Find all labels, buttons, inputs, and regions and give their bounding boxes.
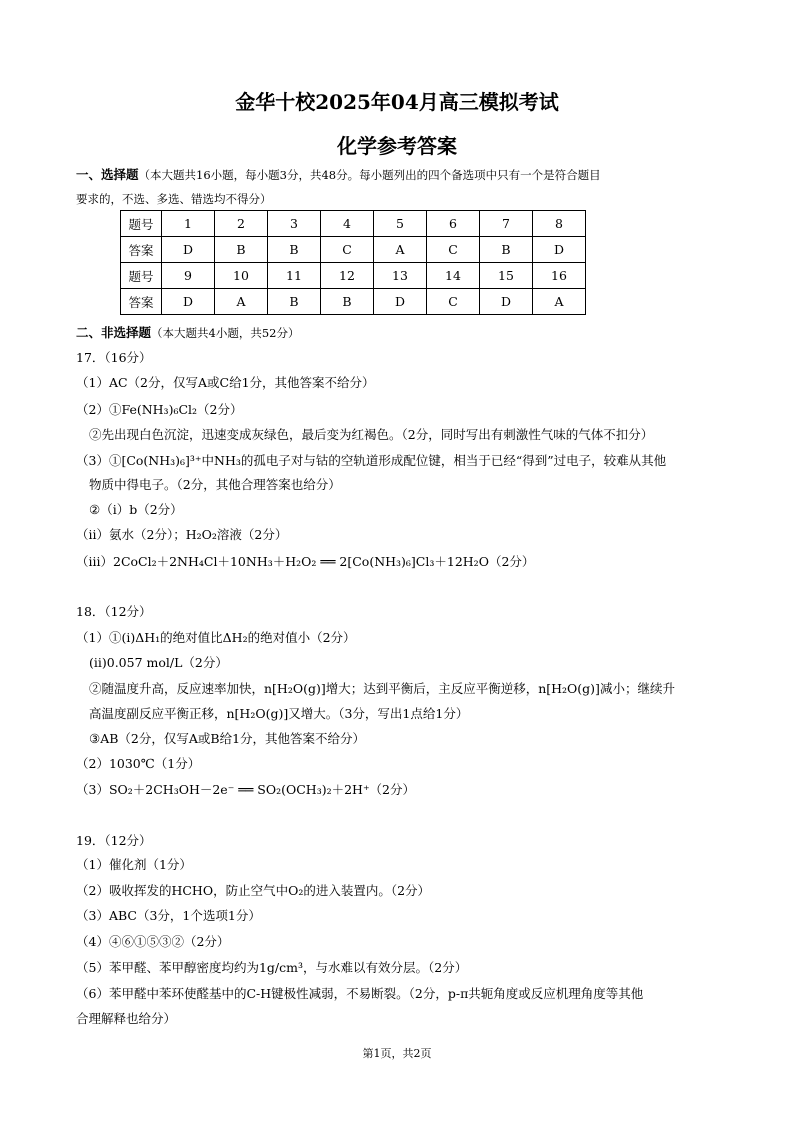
table-cell: 5 xyxy=(374,211,427,237)
q19-line3: （3）ABC（3分，1个选项1分） xyxy=(76,908,261,923)
table-cell: 12 xyxy=(321,263,374,289)
section1-desc-2: 要求的，不选、多选、错选均不得分） xyxy=(76,192,272,206)
table-cell: B xyxy=(480,237,533,263)
q17-line5: 物质中得电子。（2分，其他合理答案也给分） xyxy=(89,477,341,492)
table-cell: 16 xyxy=(533,263,586,289)
table-cell: A xyxy=(533,289,586,315)
table-row-header: 题号 xyxy=(121,211,162,237)
q18-line1: （1）①(i)ΔH₁的绝对值比ΔH₂的绝对值小（2分） xyxy=(76,630,356,645)
q19-line1: （1）催化剂（1分） xyxy=(76,857,192,872)
table-cell: 8 xyxy=(533,211,586,237)
table-cell: 11 xyxy=(268,263,321,289)
table-row-header: 题号 xyxy=(121,263,162,289)
q17-line4: （3）①[Co(NH₃)₆]³⁺中NH₃的孤电子对与钴的空轨道形成配位键，相当于已经“得到”过电子，较难从其他 xyxy=(76,453,667,468)
section1-heading: 一、选择题 xyxy=(76,167,139,182)
table-cell: B xyxy=(321,289,374,315)
q18-line3: ②随温度升高，反应速率加快，n[H₂O(g)]增大；达到平衡后，主反应平衡逆移，n[H₂O(g)]减小；继续升 xyxy=(89,681,675,696)
table-cell: 15 xyxy=(480,263,533,289)
table-cell: 7 xyxy=(480,211,533,237)
table-cell: C xyxy=(321,237,374,263)
table-cell: 6 xyxy=(427,211,480,237)
q19-line6: （6）苯甲醛中苯环使醛基中的C-H键极性减弱，不易断裂。（2分，p-π共轭角度或反应机理角度等其他 xyxy=(76,986,644,1001)
q18-line6: （2）1030℃（1分） xyxy=(76,756,201,771)
page-footer: 第1页，共2页 xyxy=(362,1047,432,1060)
q19-line5: （5）苯甲醛、苯甲醇密度均约为1g/cm³，与水难以有效分层。（2分） xyxy=(76,960,468,975)
section2-desc: （本大题共4小题，共52分） xyxy=(151,326,300,340)
section2-line xyxy=(76,325,299,341)
q18-head: 18．（12分） xyxy=(76,604,152,619)
page-title: 金华十校2025年04月高三模拟考试 xyxy=(235,90,559,114)
q17-line6: ②（i）b（2分） xyxy=(89,502,183,517)
table-row xyxy=(121,237,586,263)
table-row xyxy=(121,263,586,289)
table-cell: 1 xyxy=(162,211,215,237)
table-row-header: 答案 xyxy=(121,289,162,315)
table-cell: 14 xyxy=(427,263,480,289)
q17-line8: （iii）2CoCl₂＋2NH₄Cl＋10NH₃＋H₂O₂ ══ 2[Co(NH₃)₆]Cl₃＋12H₂O（2分） xyxy=(76,554,535,569)
table-cell: 4 xyxy=(321,211,374,237)
q19-line7: 合理解释也给分） xyxy=(76,1011,177,1026)
q19-line2: （2）吸收挥发的HCHO，防止空气中O₂的进入装置内。（2分） xyxy=(76,883,431,898)
q17-line2: （2）①Fe(NH₃)₆Cl₂（2分） xyxy=(76,402,243,417)
q19-line4: （4）④⑥①⑤③②（2分） xyxy=(76,934,230,949)
q17-line1: （1）AC（2分，仅写A或C给1分，其他答案不给分） xyxy=(76,375,375,390)
table-cell: 3 xyxy=(268,211,321,237)
q17-line3: ②先出现白色沉淀，迅速变成灰绿色，最后变为红褐色。（2分，同时写出有刺激性气味的气体不扣分） xyxy=(89,427,654,442)
q17-line7: （ii）氨水（2分）；H₂O₂溶液（2分） xyxy=(76,527,288,542)
table-cell: 13 xyxy=(374,263,427,289)
table-row-header: 答案 xyxy=(121,237,162,263)
page-subtitle: 化学参考答案 xyxy=(337,134,457,158)
q18-line5: ③AB（2分，仅写A或B给1分，其他答案不给分） xyxy=(89,731,366,746)
table-cell: 9 xyxy=(162,263,215,289)
table-cell: C xyxy=(427,237,480,263)
table-cell: B xyxy=(215,237,268,263)
section1-desc-1: （本大题共16小题，每小题3分，共48分。每小题列出的四个备选项中只有一个是符合题目 xyxy=(138,168,601,182)
table-cell: 10 xyxy=(215,263,268,289)
table-cell: B xyxy=(268,237,321,263)
table-cell: A xyxy=(374,237,427,263)
q18-line7: （3）SO₂＋2CH₃OH－2e⁻ ══ SO₂(OCH₃)₂＋2H⁺（2分） xyxy=(76,782,416,797)
section2-heading: 二、非选择题 xyxy=(76,325,152,340)
table-row xyxy=(121,289,586,315)
table-cell: D xyxy=(162,237,215,263)
q17-head: 17．（16分） xyxy=(76,350,152,365)
answer-table xyxy=(120,210,586,315)
q19-head: 19．（12分） xyxy=(76,833,152,848)
table-row xyxy=(121,211,586,237)
table-cell: C xyxy=(427,289,480,315)
table-cell: 2 xyxy=(215,211,268,237)
table-cell: D xyxy=(533,237,586,263)
table-cell: D xyxy=(480,289,533,315)
table-cell: A xyxy=(215,289,268,315)
table-cell: D xyxy=(374,289,427,315)
section1-line1 xyxy=(76,167,601,183)
q18-line4: 高温度副反应平衡正移，n[H₂O(g)]又增大。（3分，写出1点给1分） xyxy=(89,706,469,721)
table-cell: B xyxy=(268,289,321,315)
q18-line2: (ii)0.057 mol/L（2分） xyxy=(89,655,228,670)
table-cell: D xyxy=(162,289,215,315)
